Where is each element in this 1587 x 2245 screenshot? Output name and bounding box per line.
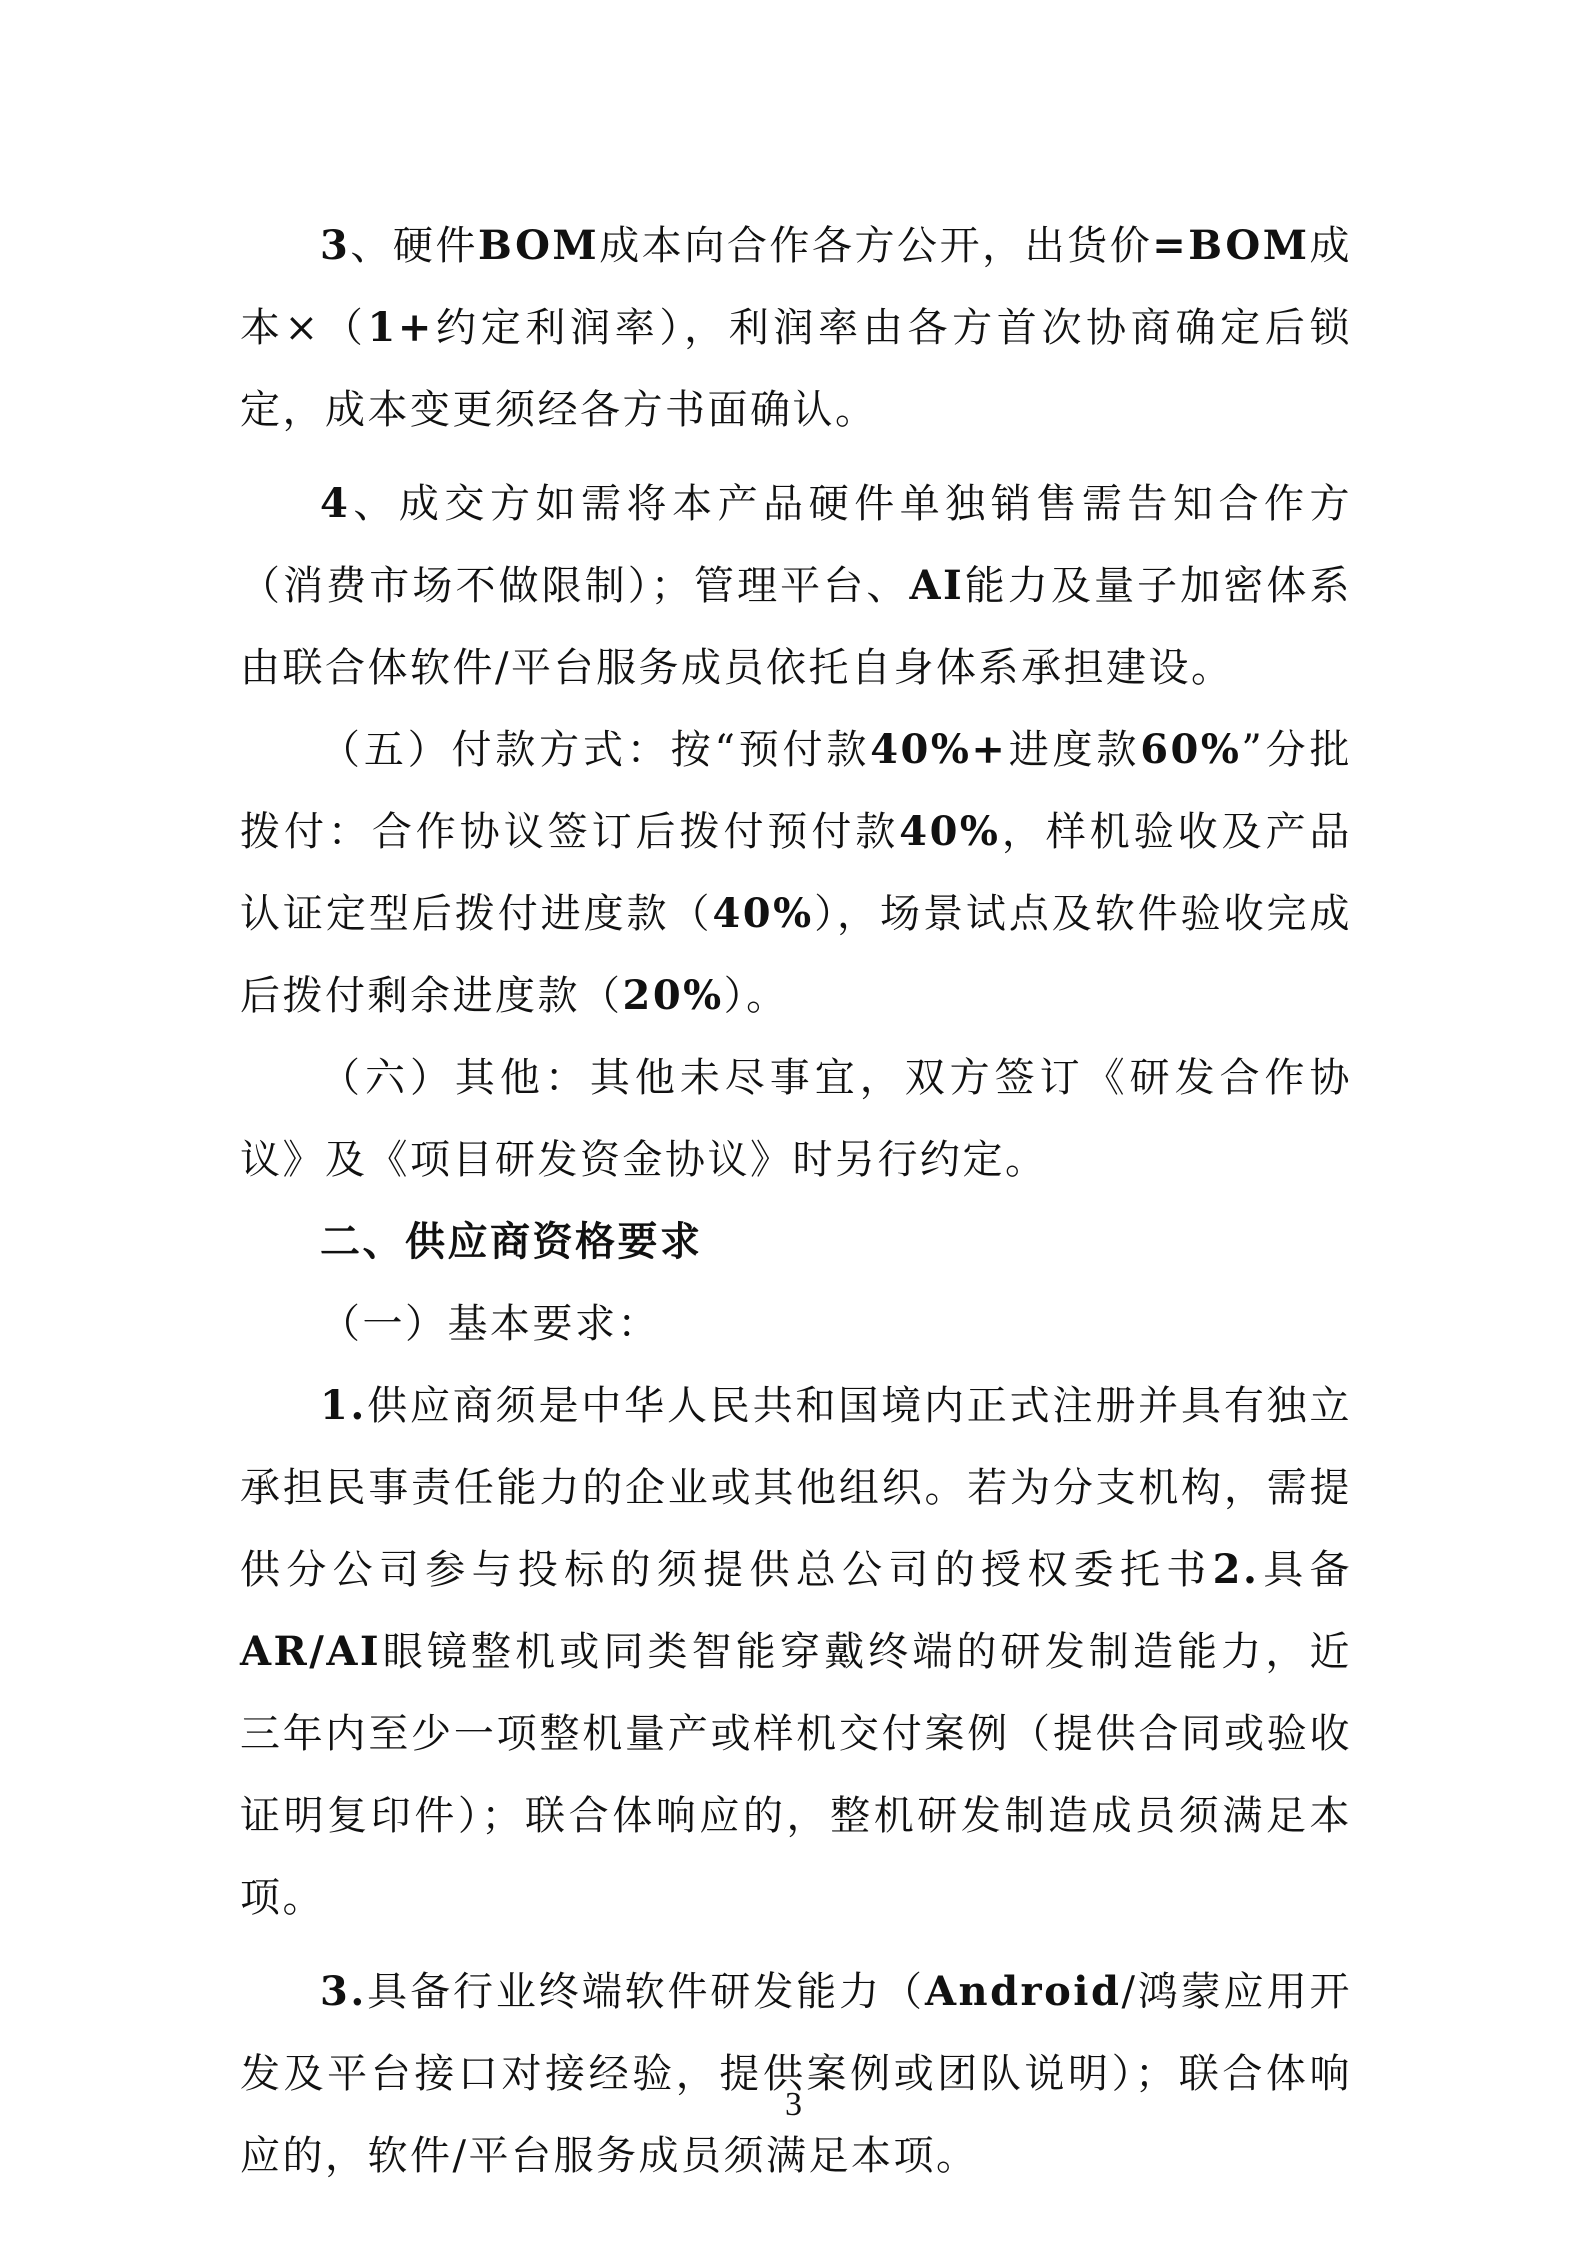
text-run: ”分批拨付：合作协议签订后拨付预付款 <box>240 727 1352 855</box>
text-run: 60% <box>1140 726 1242 773</box>
text-run: ），场景试点及软件验收完成后拨付剩余进度款（ <box>240 891 1353 1019</box>
text-run: 约定利润率），利润率由各方首次协商确定后锁定，成本变更须经各方书面确认。 <box>240 305 1352 433</box>
text-run: 成本×（ <box>240 223 1353 351</box>
text-run: 4 <box>320 480 351 527</box>
text-run: /鸿蒙应用开发及平台接口对接经验，提供案例或团队说明）；联合体响应的，软件/平台服务成员须满足本项。 <box>240 1969 1352 2179</box>
text-run: 40%+ <box>870 726 1008 773</box>
text-run: 、硬件 <box>350 223 479 269</box>
text-run: 成本向合作各方公开，出货价 <box>599 223 1153 269</box>
text-run: 能力及量子加密体系由联合体软件/平台服务成员依托自身体系承担建设。 <box>240 563 1353 691</box>
text-run: （六）其他：其他未尽事宜，双方签订《研发合作协议》及《项目研发资金协议》时另行约定。 <box>240 1055 1352 1183</box>
text-run: BOM <box>478 222 600 269</box>
text-run: （一）基本要求： <box>320 1301 660 1347</box>
page-number: 3 <box>785 2086 802 2123</box>
text-run: 40% <box>712 890 814 937</box>
text-run: Android <box>924 1968 1122 2015</box>
paragraph-requirement-3 <box>240 1951 1352 2197</box>
text-run: 具备 <box>1259 1547 1353 1593</box>
section-heading-supplier-qualifications <box>240 1201 1352 1283</box>
text-run: 具备行业终端软件研发能力（ <box>366 1969 925 2015</box>
text-run: AR/AI <box>240 1628 382 1675</box>
text-run: 3 <box>320 222 351 269</box>
text-run: 、成交方如需将本产品硬件单独销售需告知合作方（消费市场不做限制）；管理平台、 <box>240 481 1352 609</box>
text-run: （五）付款方式：按“预付款 <box>320 727 871 773</box>
text-run: 3. <box>320 1968 367 2015</box>
text-run: 1. <box>320 1382 367 1429</box>
paragraph-payment-method <box>240 709 1352 1037</box>
paragraph-basic-requirements <box>240 1283 1352 1365</box>
text-run: ）。 <box>723 973 789 1019</box>
paragraph-requirements-1-2 <box>240 1365 1352 1939</box>
text-run: 40% <box>899 808 1001 855</box>
text-run: ，样机验收及产品认证定型后拨付进度款（ <box>240 809 1353 937</box>
text-run: 2. <box>1212 1546 1260 1593</box>
paragraph-bom-cost <box>240 205 1352 451</box>
heading-text: 二、供应商资格要求 <box>320 1219 703 1265</box>
text-run: 1+ <box>367 304 434 351</box>
paragraph-hardware-sales <box>240 463 1352 709</box>
text-run: 20% <box>622 972 724 1019</box>
text-run: =BOM <box>1152 222 1310 269</box>
text-run: 进度款 <box>1007 727 1141 773</box>
text-run: 眼镜整机或同类智能穿戴终端的研发制造能力，近三年内至少一项整机量产或样机交付案例（提供合同或验收证明复印件）；联合体响应的，整机研发制造成员须满足本项。 <box>240 1629 1352 1921</box>
document-page <box>240 205 1352 2197</box>
text-run: AI <box>909 562 965 609</box>
paragraph-other-terms <box>240 1037 1352 1201</box>
text-run: 供应商须是中华人民共和国境内正式注册并具有独立承担民事责任能力的企业或其他组织。若为分支机构，需提供分公司参与投标的须提供总公司的授权委托书 <box>240 1383 1352 1593</box>
